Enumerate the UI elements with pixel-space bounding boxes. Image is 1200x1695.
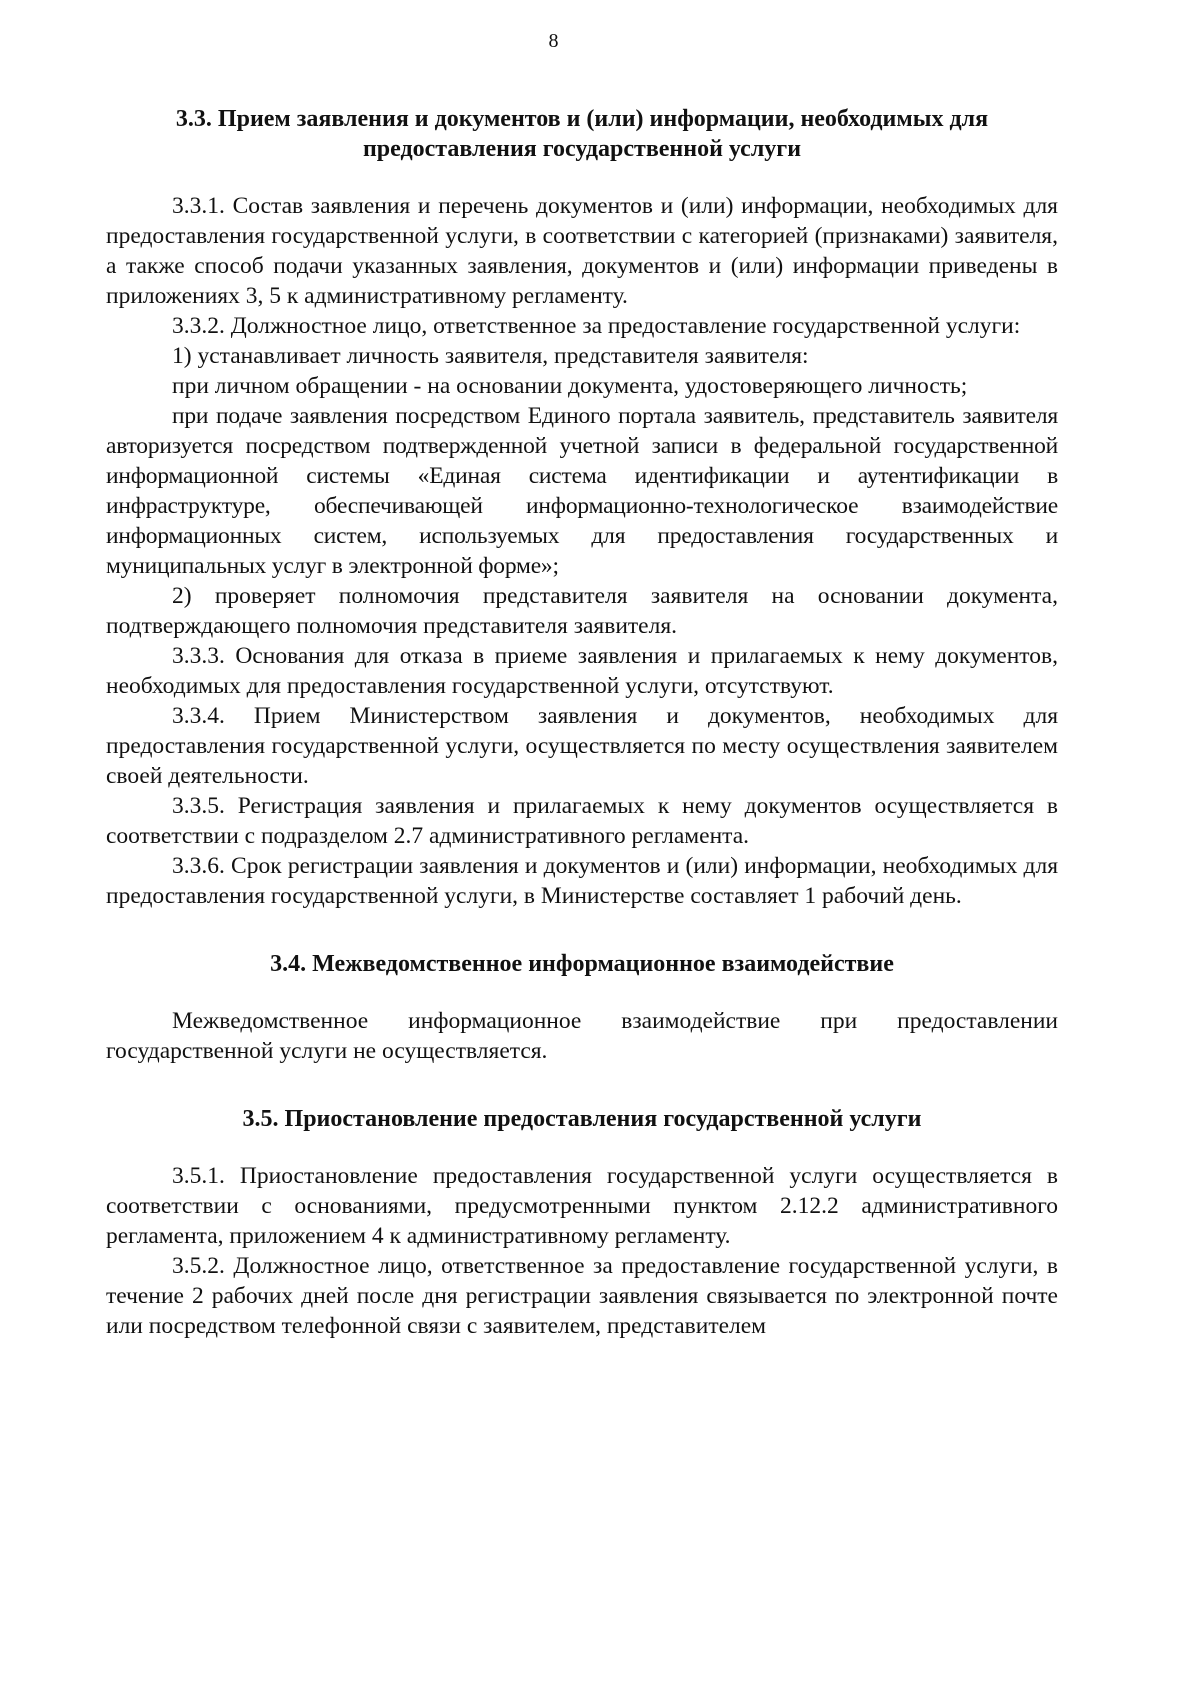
paragraph-unified-portal: при подаче заявления посредством Единого портала заявитель, представитель заявителя авторизуется посредством подтвержденной учетной записи в федеральной государственной информационной системы «Единая система идентификации и аутентификации в инфраструктуре, обеспечивающей информационно-технологическое взаимодействие информационных систем, используемых для предоставления государственных и муниципальных услуг в электронной форме»; — [106, 403, 1058, 579]
paragraph-3-3-5: 3.3.5. Регистрация заявления и прилагаемых к нему документов осуществляется в соответствии с подразделом 2.7 административного регламента. — [106, 793, 1058, 849]
section-heading-3-4: 3.4. Межведомственное информационное взаимодействие — [270, 951, 894, 977]
section-heading-3-3: 3.3. Прием заявления и документов и (или) информации, необходимых для предоставления государственной услуги — [175, 106, 989, 162]
paragraph-3-3-4: 3.3.4. Прием Министерством заявления и документов, необходимых для предоставления государственной услуги, осуществляется по месту осуществления заявителем своей деятельности. — [106, 703, 1058, 789]
section-heading-3-5: 3.5. Приостановление предоставления государственной услуги — [242, 1106, 922, 1132]
paragraph-3-5-1: 3.5.1. Приостановление предоставления государственной услуги осуществляется в соответствии с основаниями, предусмотренными пунктом 2.12.2 административного регламента, приложением 4 к административному регламенту. — [106, 1163, 1058, 1249]
paragraph-3-3-2: 3.3.2. Должностное лицо, ответственное за предоставление государственной услуги: — [172, 313, 1021, 339]
paragraph-3-5-2: 3.5.2. Должностное лицо, ответственное за предоставление государственной услуги, в течение 2 рабочих дней после дня регистрации заявления связывается по электронной почте или посредством телефонной связи с заявителем, представителем — [106, 1253, 1058, 1339]
paragraph-3-3-3: 3.3.3. Основания для отказа в приеме заявления и прилагаемых к нему документов, необходимых для предоставления государственной услуги, отсутствуют. — [106, 643, 1058, 699]
page-number: 8 — [548, 30, 559, 52]
paragraph-3-3-6: 3.3.6. Срок регистрации заявления и документов и (или) информации, необходимых для предоставления государственной услуги, в Министерстве составляет 1 рабочий день. — [106, 853, 1058, 909]
paragraph-3-3-2-item-1: 1) устанавливает личность заявителя, представителя заявителя: — [172, 343, 809, 369]
document-body — [106, 104, 1058, 1341]
paragraph-3-4: Межведомственное информационное взаимодействие при предоставлении государственной услуги не осуществляется. — [106, 1008, 1058, 1064]
paragraph-personal-visit: при личном обращении - на основании документа, удостоверяющего личность; — [172, 373, 968, 399]
paragraph-3-3-2-item-2: 2) проверяет полномочия представителя заявителя на основании документа, подтверждающего полномочия представителя заявителя. — [106, 583, 1058, 639]
paragraph-3-3-1: 3.3.1. Состав заявления и перечень документов и (или) информации, необходимых для предоставления государственной услуги, в соответствии с категорией (признаками) заявителя, а также способ подачи указанных заявления, документов и (или) информации приведены в приложениях 3, 5 к административному регламенту. — [106, 193, 1058, 309]
